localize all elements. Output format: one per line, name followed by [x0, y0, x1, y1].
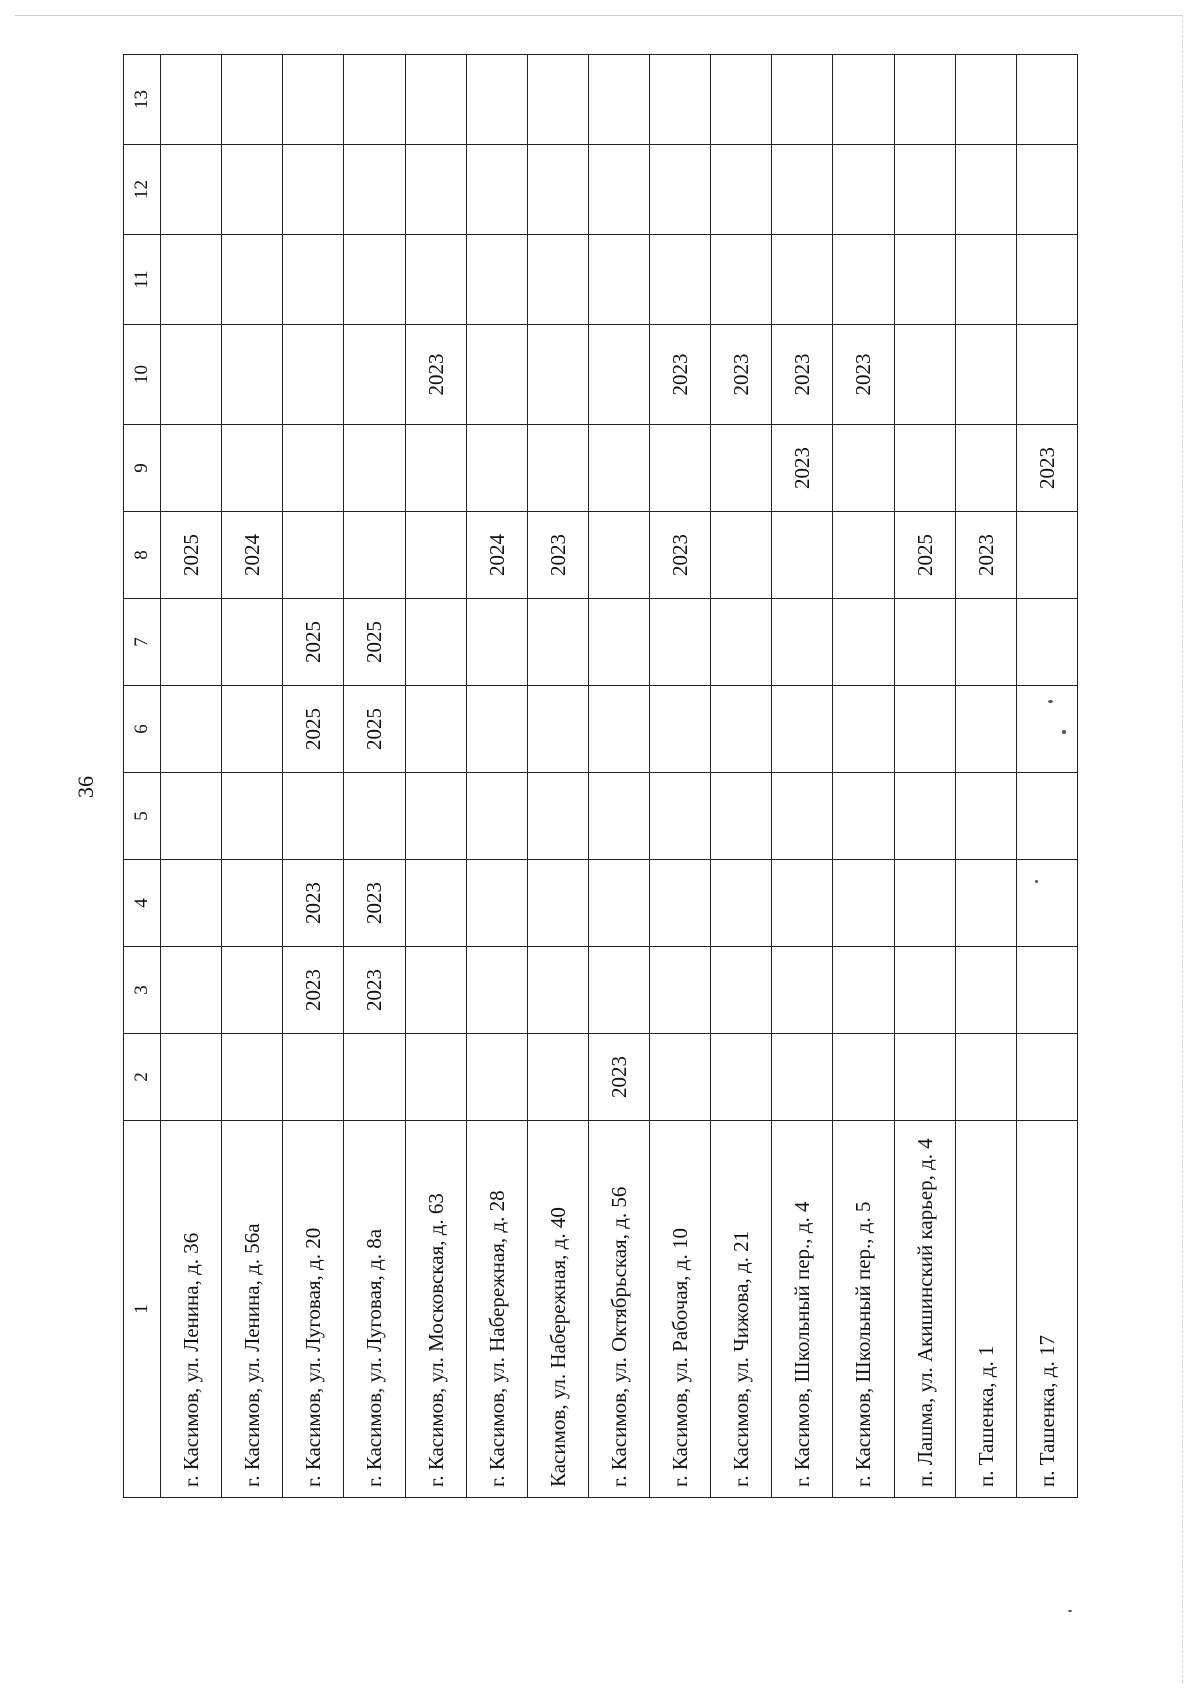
year-cell: [955, 1034, 1016, 1121]
year-cell: [344, 145, 405, 235]
year-cell: [772, 512, 833, 599]
year-cell: [466, 860, 527, 947]
year-cell: [527, 860, 588, 947]
table-row: [466, 55, 527, 1498]
header-cell-5: 5: [124, 773, 161, 860]
year-cell: [711, 55, 772, 145]
year-cell: [955, 686, 1016, 773]
year-cell: [588, 145, 649, 235]
scan-speck: [1035, 880, 1038, 883]
year-cell: [894, 1034, 955, 1121]
year-cell: [833, 686, 894, 773]
year-cell: [955, 235, 1016, 325]
table-row: [1016, 55, 1077, 1498]
schedule-table: [123, 54, 1078, 1498]
year-cell: [894, 235, 955, 325]
year-cell: [588, 325, 649, 425]
address-cell: п. Ташенка, д. 1: [955, 1121, 1016, 1498]
table-row: [833, 55, 894, 1498]
year-cell: [1016, 599, 1077, 686]
header-cell-8: 8: [124, 512, 161, 599]
year-cell: [344, 1034, 405, 1121]
year-cell: [344, 425, 405, 512]
year-cell: [1016, 773, 1077, 860]
year-cell: [161, 860, 222, 947]
year-cell: [650, 55, 711, 145]
scan-speck: [1062, 730, 1066, 734]
year-cell: [1016, 55, 1077, 145]
year-cell: 2023: [650, 325, 711, 425]
table-row: [955, 55, 1016, 1498]
year-cell: [283, 773, 344, 860]
year-cell: [894, 145, 955, 235]
year-cell: [1016, 325, 1077, 425]
year-cell: [833, 947, 894, 1034]
year-cell: [161, 235, 222, 325]
year-cell: [772, 599, 833, 686]
year-cell: 2025: [894, 512, 955, 599]
year-cell: [527, 773, 588, 860]
year-cell: [833, 512, 894, 599]
year-cell: [222, 325, 283, 425]
year-cell: 2025: [161, 512, 222, 599]
header-cell-2: 2: [124, 1034, 161, 1121]
year-cell: 2023: [283, 860, 344, 947]
year-cell: [772, 947, 833, 1034]
table-row: [894, 55, 955, 1498]
year-cell: [588, 686, 649, 773]
year-cell: [527, 599, 588, 686]
year-cell: [222, 425, 283, 512]
year-cell: [650, 1034, 711, 1121]
year-cell: [283, 425, 344, 512]
year-cell: 2025: [283, 599, 344, 686]
header-cell-6: 6: [124, 686, 161, 773]
year-cell: [405, 599, 466, 686]
year-cell: [405, 947, 466, 1034]
year-cell: [405, 1034, 466, 1121]
year-cell: [222, 145, 283, 235]
year-cell: [283, 55, 344, 145]
header-cell-7: 7: [124, 599, 161, 686]
year-cell: 2023: [650, 512, 711, 599]
year-cell: 2025: [344, 686, 405, 773]
year-cell: [955, 599, 1016, 686]
year-cell: [955, 145, 1016, 235]
year-cell: [466, 599, 527, 686]
address-cell: г. Касимов, Школьный пер., д. 4: [772, 1121, 833, 1498]
year-cell: [1016, 686, 1077, 773]
year-cell: [466, 325, 527, 425]
year-cell: 2025: [344, 599, 405, 686]
table-row: [161, 55, 222, 1498]
table-row: [222, 55, 283, 1498]
year-cell: [344, 235, 405, 325]
year-cell: 2023: [1016, 425, 1077, 512]
year-cell: [894, 773, 955, 860]
year-cell: [405, 686, 466, 773]
year-cell: [466, 425, 527, 512]
year-cell: [833, 145, 894, 235]
year-cell: 2023: [772, 425, 833, 512]
header-cell-10: 10: [124, 325, 161, 425]
year-cell: [711, 1034, 772, 1121]
year-cell: [588, 235, 649, 325]
year-cell: [894, 860, 955, 947]
year-cell: [588, 512, 649, 599]
year-cell: [405, 55, 466, 145]
header-cell-4: 4: [124, 860, 161, 947]
year-cell: [344, 55, 405, 145]
year-cell: [955, 860, 1016, 947]
year-cell: [711, 686, 772, 773]
year-cell: [222, 235, 283, 325]
table-row: [527, 55, 588, 1498]
year-cell: [772, 860, 833, 947]
year-cell: [833, 55, 894, 145]
year-cell: 2023: [527, 512, 588, 599]
address-cell: г. Касимов, Школьный пер., д. 5: [833, 1121, 894, 1498]
year-cell: [527, 325, 588, 425]
header-row: [124, 55, 161, 1498]
year-cell: [588, 55, 649, 145]
year-cell: [955, 947, 1016, 1034]
address-cell: г. Касимов, ул. Луговая, д. 8а: [344, 1121, 405, 1498]
table-row: [405, 55, 466, 1498]
year-cell: [405, 425, 466, 512]
year-cell: [772, 55, 833, 145]
year-cell: [222, 599, 283, 686]
table-row: [344, 55, 405, 1498]
year-cell: [222, 55, 283, 145]
address-cell: г. Касимов, ул. Чижова, д. 21: [711, 1121, 772, 1498]
year-cell: [711, 512, 772, 599]
year-cell: [1016, 145, 1077, 235]
address-cell: г. Касимов, ул. Луговая, д. 20: [283, 1121, 344, 1498]
year-cell: 2023: [344, 947, 405, 1034]
year-cell: [161, 947, 222, 1034]
year-cell: 2023: [772, 325, 833, 425]
year-cell: [711, 947, 772, 1034]
year-cell: [894, 425, 955, 512]
header-cell-12: 12: [124, 145, 161, 235]
year-cell: [344, 512, 405, 599]
year-cell: [283, 512, 344, 599]
year-cell: [161, 773, 222, 860]
scan-speck: [1068, 1610, 1072, 1612]
year-cell: [772, 235, 833, 325]
year-cell: [833, 1034, 894, 1121]
year-cell: [955, 55, 1016, 145]
year-cell: [894, 599, 955, 686]
year-cell: [650, 773, 711, 860]
year-cell: [527, 425, 588, 512]
year-cell: 2023: [711, 325, 772, 425]
year-cell: [650, 235, 711, 325]
year-cell: [527, 55, 588, 145]
header-cell-13: 13: [124, 55, 161, 145]
year-cell: 2023: [283, 947, 344, 1034]
year-cell: [466, 235, 527, 325]
year-cell: 2023: [955, 512, 1016, 599]
year-cell: [894, 947, 955, 1034]
rotated-table-wrapper: [123, 71, 1078, 1498]
year-cell: [588, 425, 649, 512]
address-cell: г. Касимов, ул. Ленина, д. 56а: [222, 1121, 283, 1498]
page-number: 36: [73, 776, 98, 798]
header-cell-1: 1: [124, 1121, 161, 1498]
year-cell: [650, 686, 711, 773]
year-cell: [161, 145, 222, 235]
year-cell: [222, 947, 283, 1034]
year-cell: [711, 599, 772, 686]
year-cell: [894, 55, 955, 145]
year-cell: [772, 686, 833, 773]
year-cell: [222, 1034, 283, 1121]
year-cell: [1016, 860, 1077, 947]
table-row: [283, 55, 344, 1498]
year-cell: [588, 773, 649, 860]
year-cell: [527, 145, 588, 235]
address-cell: г. Касимов, ул. Рабочая, д. 10: [650, 1121, 711, 1498]
year-cell: [161, 425, 222, 512]
year-cell: 2024: [466, 512, 527, 599]
year-cell: [650, 599, 711, 686]
year-cell: 2025: [283, 686, 344, 773]
table-row: [650, 55, 711, 1498]
year-cell: [161, 599, 222, 686]
year-cell: [344, 325, 405, 425]
year-cell: [833, 425, 894, 512]
year-cell: [527, 1034, 588, 1121]
year-cell: [955, 773, 1016, 860]
year-cell: [161, 1034, 222, 1121]
year-cell: [1016, 1034, 1077, 1121]
year-cell: [711, 425, 772, 512]
year-cell: [711, 145, 772, 235]
year-cell: 2023: [405, 325, 466, 425]
year-cell: [405, 773, 466, 860]
address-cell: п. Лашма, ул. Акишинский карьер, д. 4: [894, 1121, 955, 1498]
year-cell: [466, 145, 527, 235]
year-cell: 2023: [833, 325, 894, 425]
year-cell: [772, 1034, 833, 1121]
table-row: [588, 55, 649, 1498]
header-cell-11: 11: [124, 235, 161, 325]
year-cell: [833, 235, 894, 325]
year-cell: [711, 235, 772, 325]
year-cell: [222, 773, 283, 860]
year-cell: [772, 145, 833, 235]
year-cell: [466, 686, 527, 773]
year-cell: [1016, 235, 1077, 325]
year-cell: [588, 599, 649, 686]
year-cell: [161, 686, 222, 773]
address-cell: п. Ташенка, д. 17: [1016, 1121, 1077, 1498]
year-cell: [283, 145, 344, 235]
year-cell: [833, 773, 894, 860]
address-cell: г. Касимов, ул. Октябрьская, д. 56: [588, 1121, 649, 1498]
year-cell: [222, 686, 283, 773]
address-cell: г. Касимов, ул. Набережная, д. 28: [466, 1121, 527, 1498]
year-cell: [955, 325, 1016, 425]
year-cell: [650, 860, 711, 947]
year-cell: [650, 425, 711, 512]
table-row: [772, 55, 833, 1498]
year-cell: [711, 773, 772, 860]
year-cell: 2024: [222, 512, 283, 599]
year-cell: [527, 947, 588, 1034]
year-cell: [161, 55, 222, 145]
year-cell: [833, 860, 894, 947]
year-cell: [466, 947, 527, 1034]
header-cell-9: 9: [124, 425, 161, 512]
year-cell: [161, 325, 222, 425]
year-cell: 2023: [588, 1034, 649, 1121]
year-cell: [405, 235, 466, 325]
year-cell: [405, 145, 466, 235]
year-cell: [527, 235, 588, 325]
year-cell: [833, 599, 894, 686]
year-cell: [588, 947, 649, 1034]
table-row: [711, 55, 772, 1498]
year-cell: [1016, 947, 1077, 1034]
year-cell: [1016, 512, 1077, 599]
year-cell: [283, 1034, 344, 1121]
address-cell: г. Касимов, ул. Ленина, д. 36: [161, 1121, 222, 1498]
year-cell: [466, 773, 527, 860]
year-cell: [222, 860, 283, 947]
year-cell: [405, 512, 466, 599]
year-cell: [894, 325, 955, 425]
table-body: [124, 55, 1078, 1498]
year-cell: [955, 425, 1016, 512]
year-cell: [283, 235, 344, 325]
year-cell: [894, 686, 955, 773]
scan-speck: [1048, 700, 1053, 703]
year-cell: 2023: [344, 860, 405, 947]
year-cell: [405, 860, 466, 947]
year-cell: [283, 325, 344, 425]
year-cell: [466, 55, 527, 145]
year-cell: [527, 686, 588, 773]
year-cell: [772, 773, 833, 860]
year-cell: [344, 773, 405, 860]
address-cell: Касимов, ул. Набережная, д. 40: [527, 1121, 588, 1498]
header-cell-3: 3: [124, 947, 161, 1034]
year-cell: [588, 860, 649, 947]
address-cell: г. Касимов, ул. Московская, д. 63: [405, 1121, 466, 1498]
year-cell: [466, 1034, 527, 1121]
year-cell: [650, 145, 711, 235]
year-cell: [711, 860, 772, 947]
year-cell: [650, 947, 711, 1034]
